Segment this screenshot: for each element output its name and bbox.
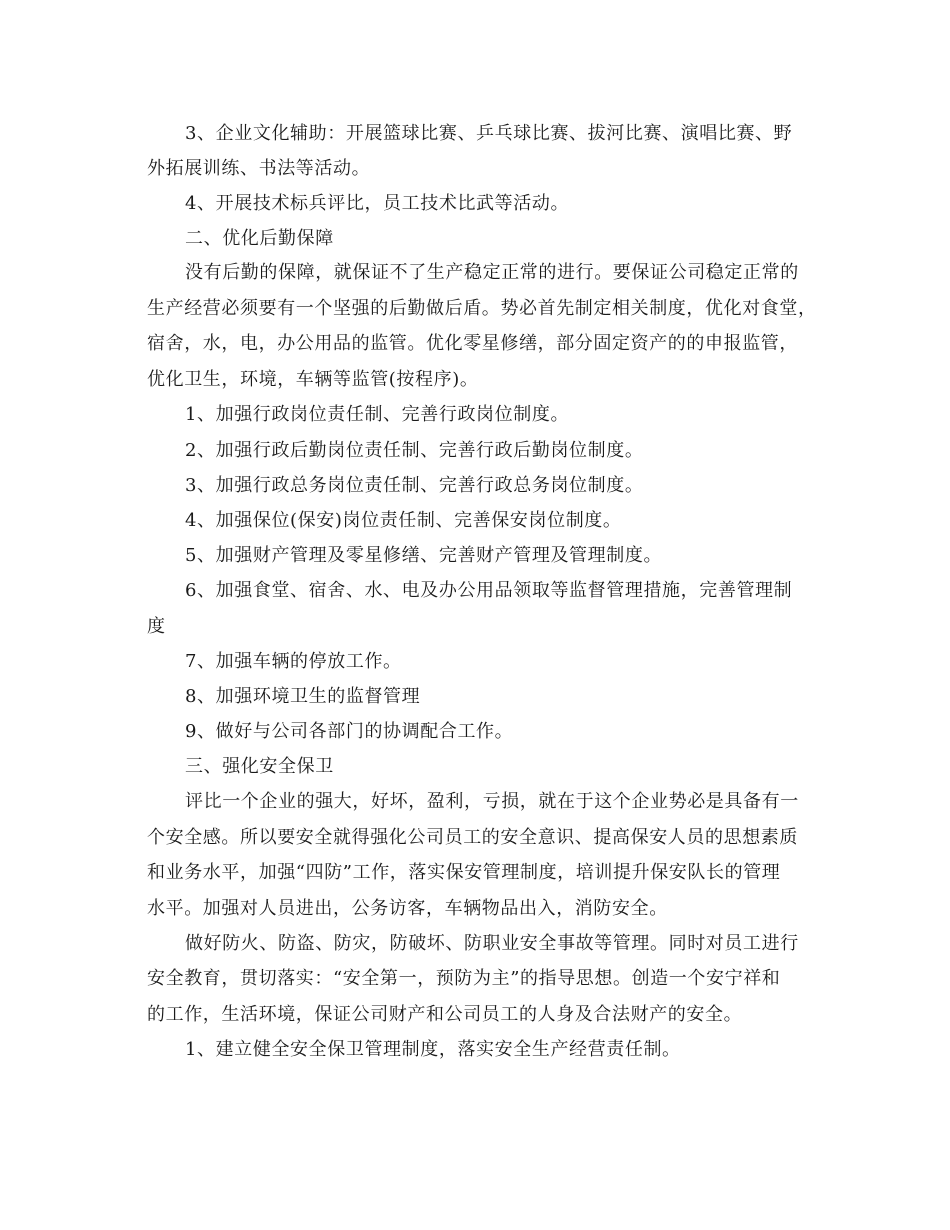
list-item: 7、加强车辆的停放工作。 (185, 651, 402, 672)
list-item: 1、加强行政岗位责任制、完善行政岗位制度。 (185, 404, 570, 425)
list-item: 4、加强保位(保安)岗位责任制、完善保安岗位制度。 (185, 510, 622, 531)
list-item: 6、加强食堂、宿舍、水、电及办公用品领取等监督管理措施，完善管理制 (185, 580, 793, 601)
paragraph-line: 做好防火、防盗、防灾，防破坏、防职业安全事故等管理。同时对员工进行 (185, 933, 799, 954)
paragraph-line: 宿舍，水，电，办公用品的监管。优化零星修缮，部分固定资产的的申报监管， (147, 333, 798, 354)
paragraph-line: 没有后勤的保障，就保证不了生产稳定正常的进行。要保证公司稳定正常的 (185, 262, 799, 283)
paragraph-line: 安全教育，贯切落实：“安全第一，预防为主”的指导思想。创造一个安宁祥和 (147, 968, 781, 989)
paragraph-line: 3、企业文化辅助：开展篮球比赛、乒乓球比赛、拔河比赛、演唱比赛、野 (185, 123, 793, 144)
paragraph-line: 和业务水平，加强“四防”工作，落实保安管理制度，培训提升保安队长的管理 (147, 862, 781, 883)
list-item: 1、建立健全安全保卫管理制度，落实安全生产经营责任制。 (185, 1039, 681, 1060)
paragraph-line: 评比一个企业的强大，好坏，盈利，亏损，就在于这个企业势必是具备有一 (185, 791, 799, 812)
paragraph-line: 生产经营必须要有一个坚强的后勤做后盾。势必首先制定相关制度，优化对食堂， (147, 298, 817, 319)
list-item: 2、加强行政后勤岗位责任制、完善行政后勤岗位制度。 (185, 440, 644, 461)
section-heading: 二、优化后勤保障 (185, 228, 334, 249)
list-item: 5、加强财产管理及零星修缮、完善财产管理及管理制度。 (185, 545, 663, 566)
paragraph-line: 外拓展训练、书法等活动。 (147, 158, 371, 179)
paragraph-line: 水平。加强对人员进出，公务访客，车辆物品出入，消防安全。 (147, 898, 668, 919)
paragraph-line: 个安全感。所以要安全就得强化公司员工的安全意识、提高保安人员的思想素质 (147, 827, 798, 848)
list-item: 9、做好与公司各部门的协调配合工作。 (185, 721, 514, 742)
section-heading: 三、强化安全保卫 (185, 756, 334, 777)
paragraph-line: 4、开展技术标兵评比，员工技术比武等活动。 (185, 193, 570, 214)
list-item: 8、加强环境卫生的监督管理 (185, 686, 421, 707)
paragraph-line: 优化卫生，环境，车辆等监管(按程序)。 (147, 369, 479, 390)
paragraph-line: 的工作，生活环境，保证公司财产和公司员工的人身及合法财产的安全。 (147, 1004, 743, 1025)
list-item: 度 (147, 616, 166, 637)
list-item: 3、加强行政总务岗位责任制、完善行政总务岗位制度。 (185, 475, 644, 496)
